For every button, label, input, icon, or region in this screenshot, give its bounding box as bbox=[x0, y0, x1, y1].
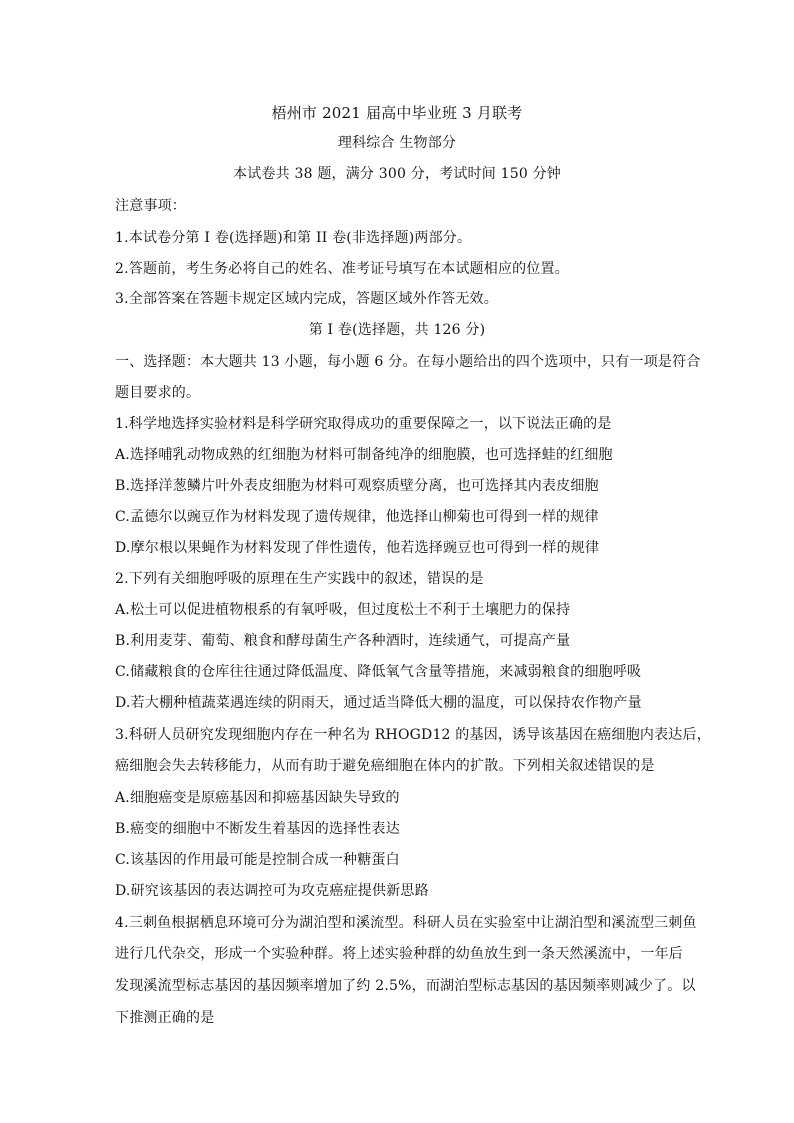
notice-heading: 注意事项： bbox=[115, 198, 186, 214]
notice-item: 3.全部答案在答题卡规定区域内完成，答题区域外作答无效。 bbox=[115, 291, 498, 307]
question-option: B.利用麦芽、葡萄、粮食和酵母菌生产各种酒时，连续通气，可提高产量 bbox=[115, 633, 571, 649]
document-subtitle: 理科综合 生物部分 bbox=[337, 135, 457, 151]
question-stem: 2.下列有关细胞呼吸的原理在生产实践中的叙述，错误的是 bbox=[115, 571, 484, 587]
question-stem: 3.科研人员研究发现细胞内存在一种名为 RHOGD12 的基因，诱导该基因在癌细胞内表达后， bbox=[115, 727, 711, 743]
question-option: A.选择哺乳动物成熟的红细胞为材料可制备纯净的细胞膜，也可选择蛙的红细胞 bbox=[115, 447, 613, 463]
question-stem: 进行几代杂交，形成一个实验种群。将上述实验种群的幼鱼放生到一条天然溪流中，一年后 bbox=[115, 946, 683, 962]
section-instruction: 题目要求的。 bbox=[115, 385, 201, 401]
document-title: 梧州市 2021 届高中毕业班 3 月联考 bbox=[271, 104, 523, 122]
section-instruction: 一、选择题：本大题共 13 小题，每小题 6 分。在每小题给出的四个选项中，只有一项是符合 bbox=[115, 354, 701, 370]
question-stem: 癌细胞会失去转移能力，从而有助于避免癌细胞在体内的扩散。下列相关叙述错误的是 bbox=[115, 758, 655, 774]
question-option: A.松土可以促进植物根系的有氧呼吸，但过度松土不利于土壤肥力的保持 bbox=[115, 602, 571, 618]
question-stem: 下推测正确的是 bbox=[115, 1010, 215, 1026]
question-stem: 4.三刺鱼根据栖息环境可分为湖泊型和溪流型。科研人员在实验室中让湖泊型和溪流型三刺鱼 bbox=[115, 915, 697, 931]
question-option: C.该基因的作用最可能是控制合成一种糖蛋白 bbox=[115, 852, 400, 868]
notice-item: 1.本试卷分第 I 卷(选择题)和第 II 卷(非选择题)两部分。 bbox=[115, 230, 472, 246]
question-option: C.孟德尔以豌豆作为材料发现了遗传规律，他选择山柳菊也可得到一样的规律 bbox=[115, 509, 599, 525]
question-option: B.选择洋葱鳞片叶外表皮细胞为材料可观察质壁分离，也可选择其内表皮细胞 bbox=[115, 478, 599, 494]
question-option: D.摩尔根以果蝇作为材料发现了伴性遗传，他若选择豌豆也可得到一样的规律 bbox=[115, 540, 600, 556]
question-option: D.研究该基因的表达调控可为攻克癌症提供新思路 bbox=[115, 883, 429, 899]
question-option: D.若大棚种植蔬菜遇连续的阴雨天，通过适当降低大棚的温度，可以保持农作物产量 bbox=[115, 695, 642, 711]
notice-item: 2.答题前，考生务必将自己的姓名、准考证号填写在本试题相应的位置。 bbox=[115, 261, 569, 277]
question-option: A.细胞癌变是原癌基因和抑癌基因缺失导致的 bbox=[115, 790, 400, 806]
section-title: 第 I 卷(选择题，共 126 分) bbox=[308, 322, 486, 338]
question-stem: 1.科学地选择实验材料是科学研究取得成功的重要保障之一，以下说法正确的是 bbox=[115, 416, 612, 432]
question-stem: 发现溪流型标志基因的基因频率增加了约 2.5%，而湖泊型标志基因的基因频率则减少了。以 bbox=[115, 978, 696, 994]
question-option: C.储藏粮食的仓库往往通过降低温度、降低氧气含量等措施，来减弱粮食的细胞呼吸 bbox=[115, 664, 642, 680]
question-option: B.癌变的细胞中不断发生着基因的选择性表达 bbox=[115, 821, 400, 837]
exam-info: 本试卷共 38 题，满分 300 分，考试时间 150 分钟 bbox=[233, 166, 561, 182]
